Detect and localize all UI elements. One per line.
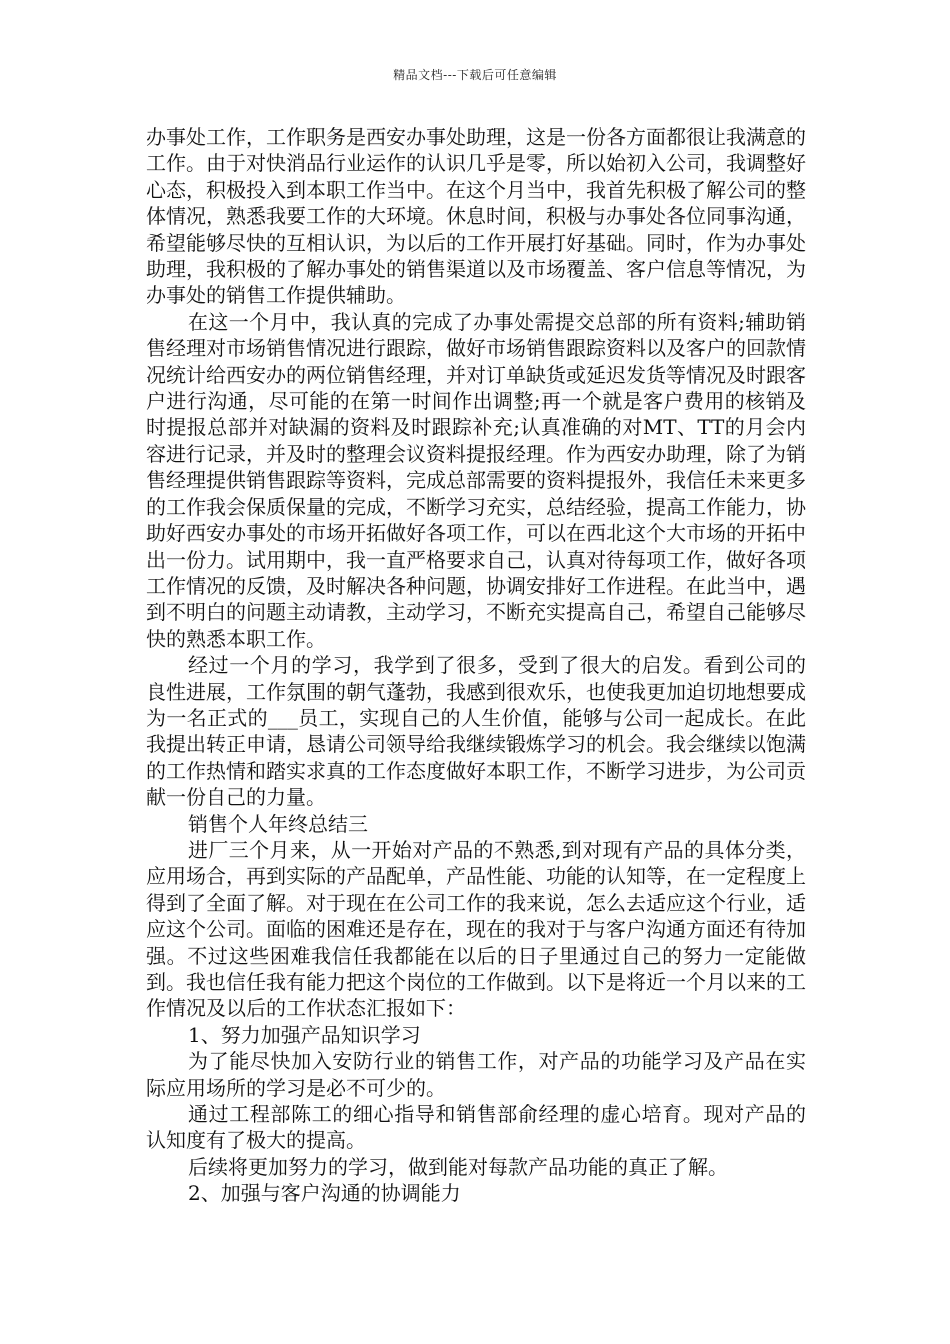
document-body xyxy=(146,124,806,1207)
paragraph: 在这一个月中，我认真的完成了办事处需提交总部的所有资料;辅助销售经理对市场销售情况进行跟踪，做好市场销售跟踪资料以及客户的回款情况统计给西安办的两位销售经理，并对订单缺货或延迟发货等情况及时跟客户进行沟通，尽可能的在第一时间作出调整;再一个就是客户费用的核销及时提报总部并对缺漏的资料及时跟踪补充;认真准确的对MT、TT的月会内容进行记录，并及时的整理会议资料提报经理。作为西安办助理，除了为销售经理提供销售跟踪等资料，完成总部需要的资料提报外，我信任未来更多的工作我会保质保量的完成，不断学习充实，总结经验，提高工作能力，协助好西安办事处的市场开拓做好各项工作，可以在西北这个大市场的开拓中出一份力。试用期中，我一直严格要求自己，认真对待每项工作，做好各项工作情况的反馈，及时解决各种问题，协调安排好工作进程。在此当中，遇到不明白的问题主动请教，主动学习，不断充实提高自己，希望自己能够尽快的熟悉本职工作。 xyxy=(146,309,806,651)
list-heading: 2、加强与客户沟通的协调能力 xyxy=(188,1181,461,1206)
section-heading: 销售个人年终总结三 xyxy=(188,811,368,836)
page-header: 精品文档---下载后可任意编辑 xyxy=(393,68,557,82)
paragraph: 为了能尽快加入安防行业的销售工作，对产品的功能学习及产品在实际应用场所的学习是必不可少的。 xyxy=(146,1049,806,1100)
paragraph: 通过工程部陈工的细心指导和销售部俞经理的虚心培育。现对产品的认知度有了极大的提高。 xyxy=(146,1102,806,1153)
paragraph: 后续将更加努力的学习，做到能对每款产品功能的真正了解。 xyxy=(188,1154,728,1179)
paragraph: 经过一个月的学习，我学到了很多，受到了很大的启发。看到公司的良性进展，工作氛围的朝气蓬勃，我感到很欢乐，也使我更加迫切地想要成为一名正式的___员工，实现自己的人生价值，能够与公司一起成长。在此我提出转正申请，恳请公司领导给我继续锻炼学习的机会。我会继续以饱满的工作热情和踏实求真的工作态度做好本职工作，不断学习进步，为公司贡献一份自己的力量。 xyxy=(146,653,806,810)
list-heading: 1、努力加强产品知识学习 xyxy=(188,1022,421,1047)
paragraph: 办事处工作，工作职务是西安办事处助理，这是一份各方面都很让我满意的工作。由于对快消品行业运作的认识几乎是零，所以始初入公司，我调整好心态，积极投入到本职工作当中。在这个月当中，我首先积极了解公司的整体情况，熟悉我要工作的大环境。休息时间，积极与办事处各位同事沟通，希望能够尽快的互相认识，为以后的工作开展打好基础。同时，作为办事处助理，我积极的了解办事处的销售渠道以及市场覆盖、客户信息等情况，为办事处的销售工作提供辅助。 xyxy=(146,125,806,308)
paragraph: 进厂三个月来，从一开始对产品的不熟悉,到对现有产品的具体分类，应用场合，再到实际的产品配单，产品性能、功能的认知等，在一定程度上得到了全面了解。对于现在在公司工作的我来说，怎么去适应这个行业，适应这个公司。面临的困难还是存在，现在的我对于与客户沟通方面还有待加强。不过这些困难我信任我都能在以后的日子里通过自己的努力一定能做到。我也信任我有能力把这个岗位的工作做到。以下是将近一个月以来的工作情况及以后的工作状态汇报如下： xyxy=(146,837,806,1021)
